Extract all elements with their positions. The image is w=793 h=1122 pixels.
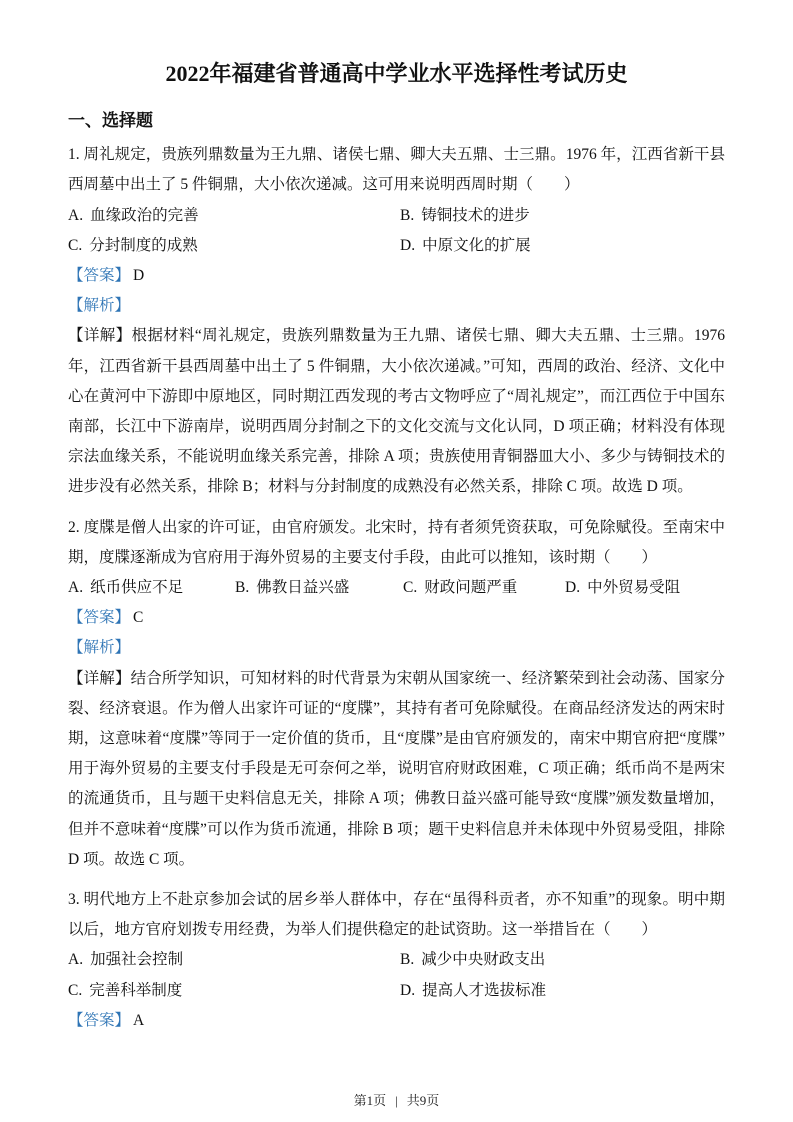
option-text: 提高人才选拔标准: [422, 981, 547, 999]
question-list: [68, 140, 725, 1036]
question-stem: 1. 周礼规定，贵族列鼎数量为王九鼎、诸侯七鼎、卿大夫五鼎、士三鼎。1976 年，江西省新干县西周墓中出土了 5 件铜鼎，大小依次递减。这可用来说明西周时期（ ）: [68, 146, 725, 194]
section-heading: 一、选择题: [68, 111, 153, 130]
option-item: [400, 945, 725, 975]
option-item: [400, 976, 725, 1006]
answer-line: [68, 261, 725, 291]
option-text: 佛教日益兴盛: [256, 579, 350, 597]
option-label: D.: [400, 236, 416, 254]
question-block: [68, 513, 725, 875]
answer-label: 【答案】: [68, 1011, 131, 1029]
option-label: B.: [235, 579, 250, 597]
option-item: [400, 201, 725, 231]
detail-paragraph: 【详解】结合所学知识，可知材料的时代背景为宋朝从国家统一、经济繁荣到社会动荡、国家分裂、经济衰退。作为僧人出家许可证的“度牒”，其持有者可免除赋役。在商品经济发达的两宋时期，这意味着“度牒”等同于一定价值的货币，且“度牒”是由官府颁发的，南宋中期官府把“度牒”用于海外贸易的主要支付手段是无可奈何之举，说明官府财政困难，C 项正确；纸币尚不是两宋的流通货币，且与题干史料信息无关，排除 A 项；佛教日益兴盛可能导致“度牒”颁发数量增加，但并不意味着“度牒”可以作为货币流通，排除 B 项；题干史料信息并未体现中外贸易受阻，排除 D 项。故选 C 项。: [68, 669, 725, 868]
page-title: 2022年福建省普通高中学业水平选择性考试历史: [165, 61, 628, 86]
option-label: A.: [68, 579, 84, 597]
detail-paragraph: 【详解】根据材料“周礼规定，贵族列鼎数量为王九鼎、诸侯七鼎、卿大夫五鼎、士三鼎。1976 年，江西省新干县西周墓中出土了 5 件铜鼎，大小依次递减。”可知，西周的政治、经济、文化中心在黄河中下游即中原地区，同时期江西发现的考古文物呼应了“周礼规定”，而江西位于中国东南部，长江中下游南岸，说明西周分封制之下的文化交流与文化认同，D 项正确；材料没有体现宗法血缘关系，不能说明血缘关系完善，排除 A 项；贵族使用青铜器皿大小、多少与铸铜技术的进步没有必然关系，排除 B；材料与分封制度的成熟没有必然关系，排除 C 项。故选 D 项。: [68, 327, 725, 496]
analysis-label: 【解析】: [68, 639, 131, 657]
option-text: 纸币供应不足: [90, 579, 184, 597]
option-text: 加强社会控制: [90, 951, 184, 969]
option-item: [403, 573, 565, 603]
answer-value: C: [133, 609, 144, 627]
option-text: 中原文化的扩展: [422, 236, 531, 254]
option-label: B.: [400, 951, 415, 969]
option-text: 完善科举制度: [89, 981, 183, 999]
option-label: C.: [68, 981, 83, 999]
answer-line: [68, 1006, 725, 1036]
option-item: [68, 573, 235, 603]
question-block: [68, 885, 725, 1036]
answer-value: D: [133, 267, 145, 285]
option-label: A.: [68, 206, 84, 224]
answer-label: 【答案】: [68, 609, 131, 627]
answer-label: 【答案】: [68, 267, 131, 285]
analysis-label: 【解析】: [68, 297, 131, 315]
footer-page-total: 共9页: [406, 1093, 440, 1108]
footer-separator: |: [395, 1093, 398, 1108]
option-text: 减少中央财政支出: [421, 951, 546, 969]
option-label: C.: [68, 236, 83, 254]
footer-page-number: 第1页: [353, 1093, 387, 1108]
option-item: [68, 976, 400, 1006]
option-text: 分封制度的成熟: [89, 236, 198, 254]
question-stem: 2. 度牒是僧人出家的许可证，由官府颁发。北宋时，持有者须凭资获取，可免除赋役。至南宋中期，度牒逐渐成为官府用于海外贸易的主要支付手段，由此可以推知，该时期（ ）: [68, 518, 725, 566]
option-label: D.: [565, 579, 581, 597]
option-label: B.: [400, 206, 415, 224]
option-item: [68, 231, 400, 261]
question-block: [68, 140, 725, 502]
options-grid: [68, 945, 725, 1005]
option-item: [68, 945, 400, 975]
option-text: 中外贸易受阻: [587, 579, 681, 597]
options-grid: [68, 573, 725, 603]
option-label: D.: [400, 981, 416, 999]
page-footer: [0, 1092, 793, 1110]
option-item: [400, 231, 725, 261]
answer-line: [68, 603, 725, 633]
option-text: 财政问题严重: [424, 579, 518, 597]
option-text: 血缘政治的完善: [90, 206, 199, 224]
option-label: C.: [403, 579, 418, 597]
option-item: [235, 573, 403, 603]
answer-value: A: [133, 1011, 145, 1029]
option-item: [68, 201, 400, 231]
options-grid: [68, 201, 725, 261]
question-stem: 3. 明代地方上不赴京参加会试的居乡举人群体中，存在“虽得科贡者，亦不知重”的现象。明中期以后，地方官府划拨专用经费，为举人们提供稳定的赴试资助。这一举措旨在（ ）: [68, 891, 725, 939]
option-item: [565, 573, 725, 603]
option-label: A.: [68, 951, 84, 969]
option-text: 铸铜技术的进步: [421, 206, 530, 224]
